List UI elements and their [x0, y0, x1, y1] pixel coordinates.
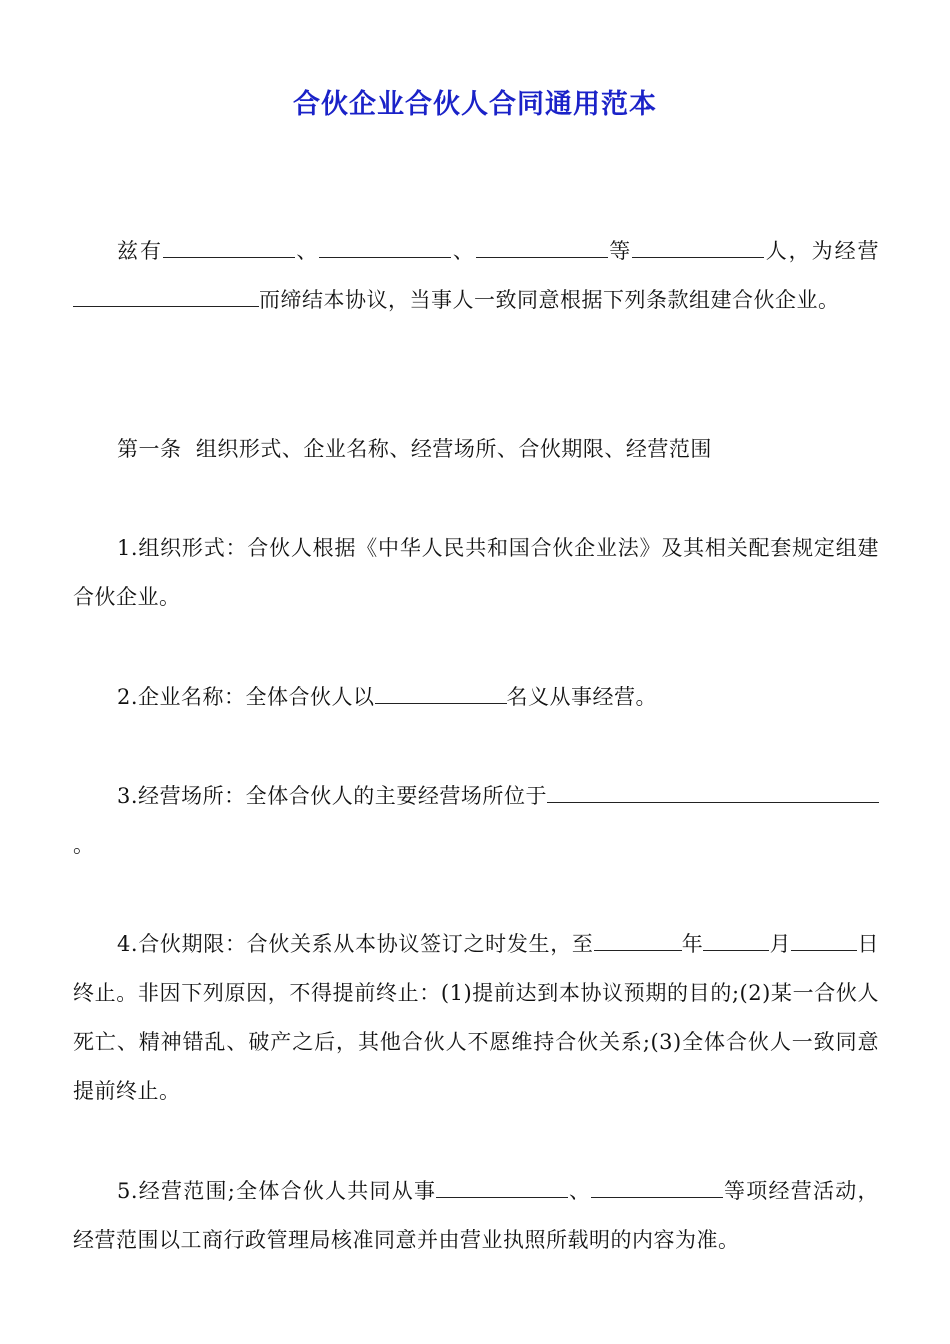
item-4 [73, 920, 879, 1116]
item-text: 名义从事经营。 [506, 685, 658, 709]
item-1: 1.组织形式：合伙人根据《中华人民共和国合伙企业法》及其相关配套规定组建合伙企业。 [73, 536, 879, 609]
intro-text: 人，为经营 [764, 239, 880, 263]
separator: 、 [568, 1179, 592, 1203]
blank-field[interactable] [476, 235, 608, 258]
item-text: 5.经营范围;全体合伙人共同从事 [117, 1179, 437, 1203]
separator: 、 [294, 239, 320, 263]
blank-field[interactable] [594, 928, 682, 951]
blank-field[interactable] [375, 681, 507, 704]
intro-text: 而缔结本协议，当事人一致同意根据下列条款组建合伙企业。 [259, 288, 840, 312]
blank-field[interactable] [436, 1175, 568, 1198]
document-title: 合伙企业合伙人合同通用范本 [293, 89, 657, 120]
item-3 [73, 772, 879, 870]
intro-paragraph [73, 227, 879, 325]
article-heading: 第一条 组织形式、企业名称、经营场所、合伙期限、经营范围 [117, 437, 712, 461]
blank-field[interactable] [703, 928, 769, 951]
item-text: 2.企业名称：全体合伙人以 [117, 685, 375, 709]
blank-field[interactable] [791, 928, 857, 951]
blank-field[interactable] [163, 235, 295, 258]
item-text: 日终止。非因下列原因，不得提前终止：(1)提前达到本协议预期的目的;(2)某一合伙人死亡、精神错乱、破产之后，其他合伙人不愿维持合伙关系;(3)全体合伙人一致同意提前终止。 [73, 932, 880, 1103]
item-text: 4.合伙期限：合伙关系从本协议签订之时发生，至 [117, 932, 594, 956]
intro-text: 兹有 [117, 239, 163, 263]
item-text: 等项经营活动，经营范围以工商行政管理局核准同意并由营业执照所载明的内容为准。 [73, 1179, 880, 1252]
blank-field[interactable] [547, 780, 859, 803]
separator: 、 [451, 239, 476, 263]
item-text: 3.经营场所：全体合伙人的主要经营场所位于 [117, 784, 547, 808]
blank-field[interactable] [632, 235, 764, 258]
intro-text: 等 [607, 239, 633, 263]
item-5 [73, 1167, 879, 1265]
blank-field[interactable] [73, 284, 259, 307]
item-2 [73, 673, 879, 722]
item-text: 月 [769, 932, 792, 956]
item-text: 年 [681, 932, 704, 956]
blank-field[interactable] [859, 780, 879, 803]
blank-field[interactable] [591, 1175, 723, 1198]
item-text: 。 [73, 833, 95, 857]
blank-field[interactable] [319, 235, 451, 258]
